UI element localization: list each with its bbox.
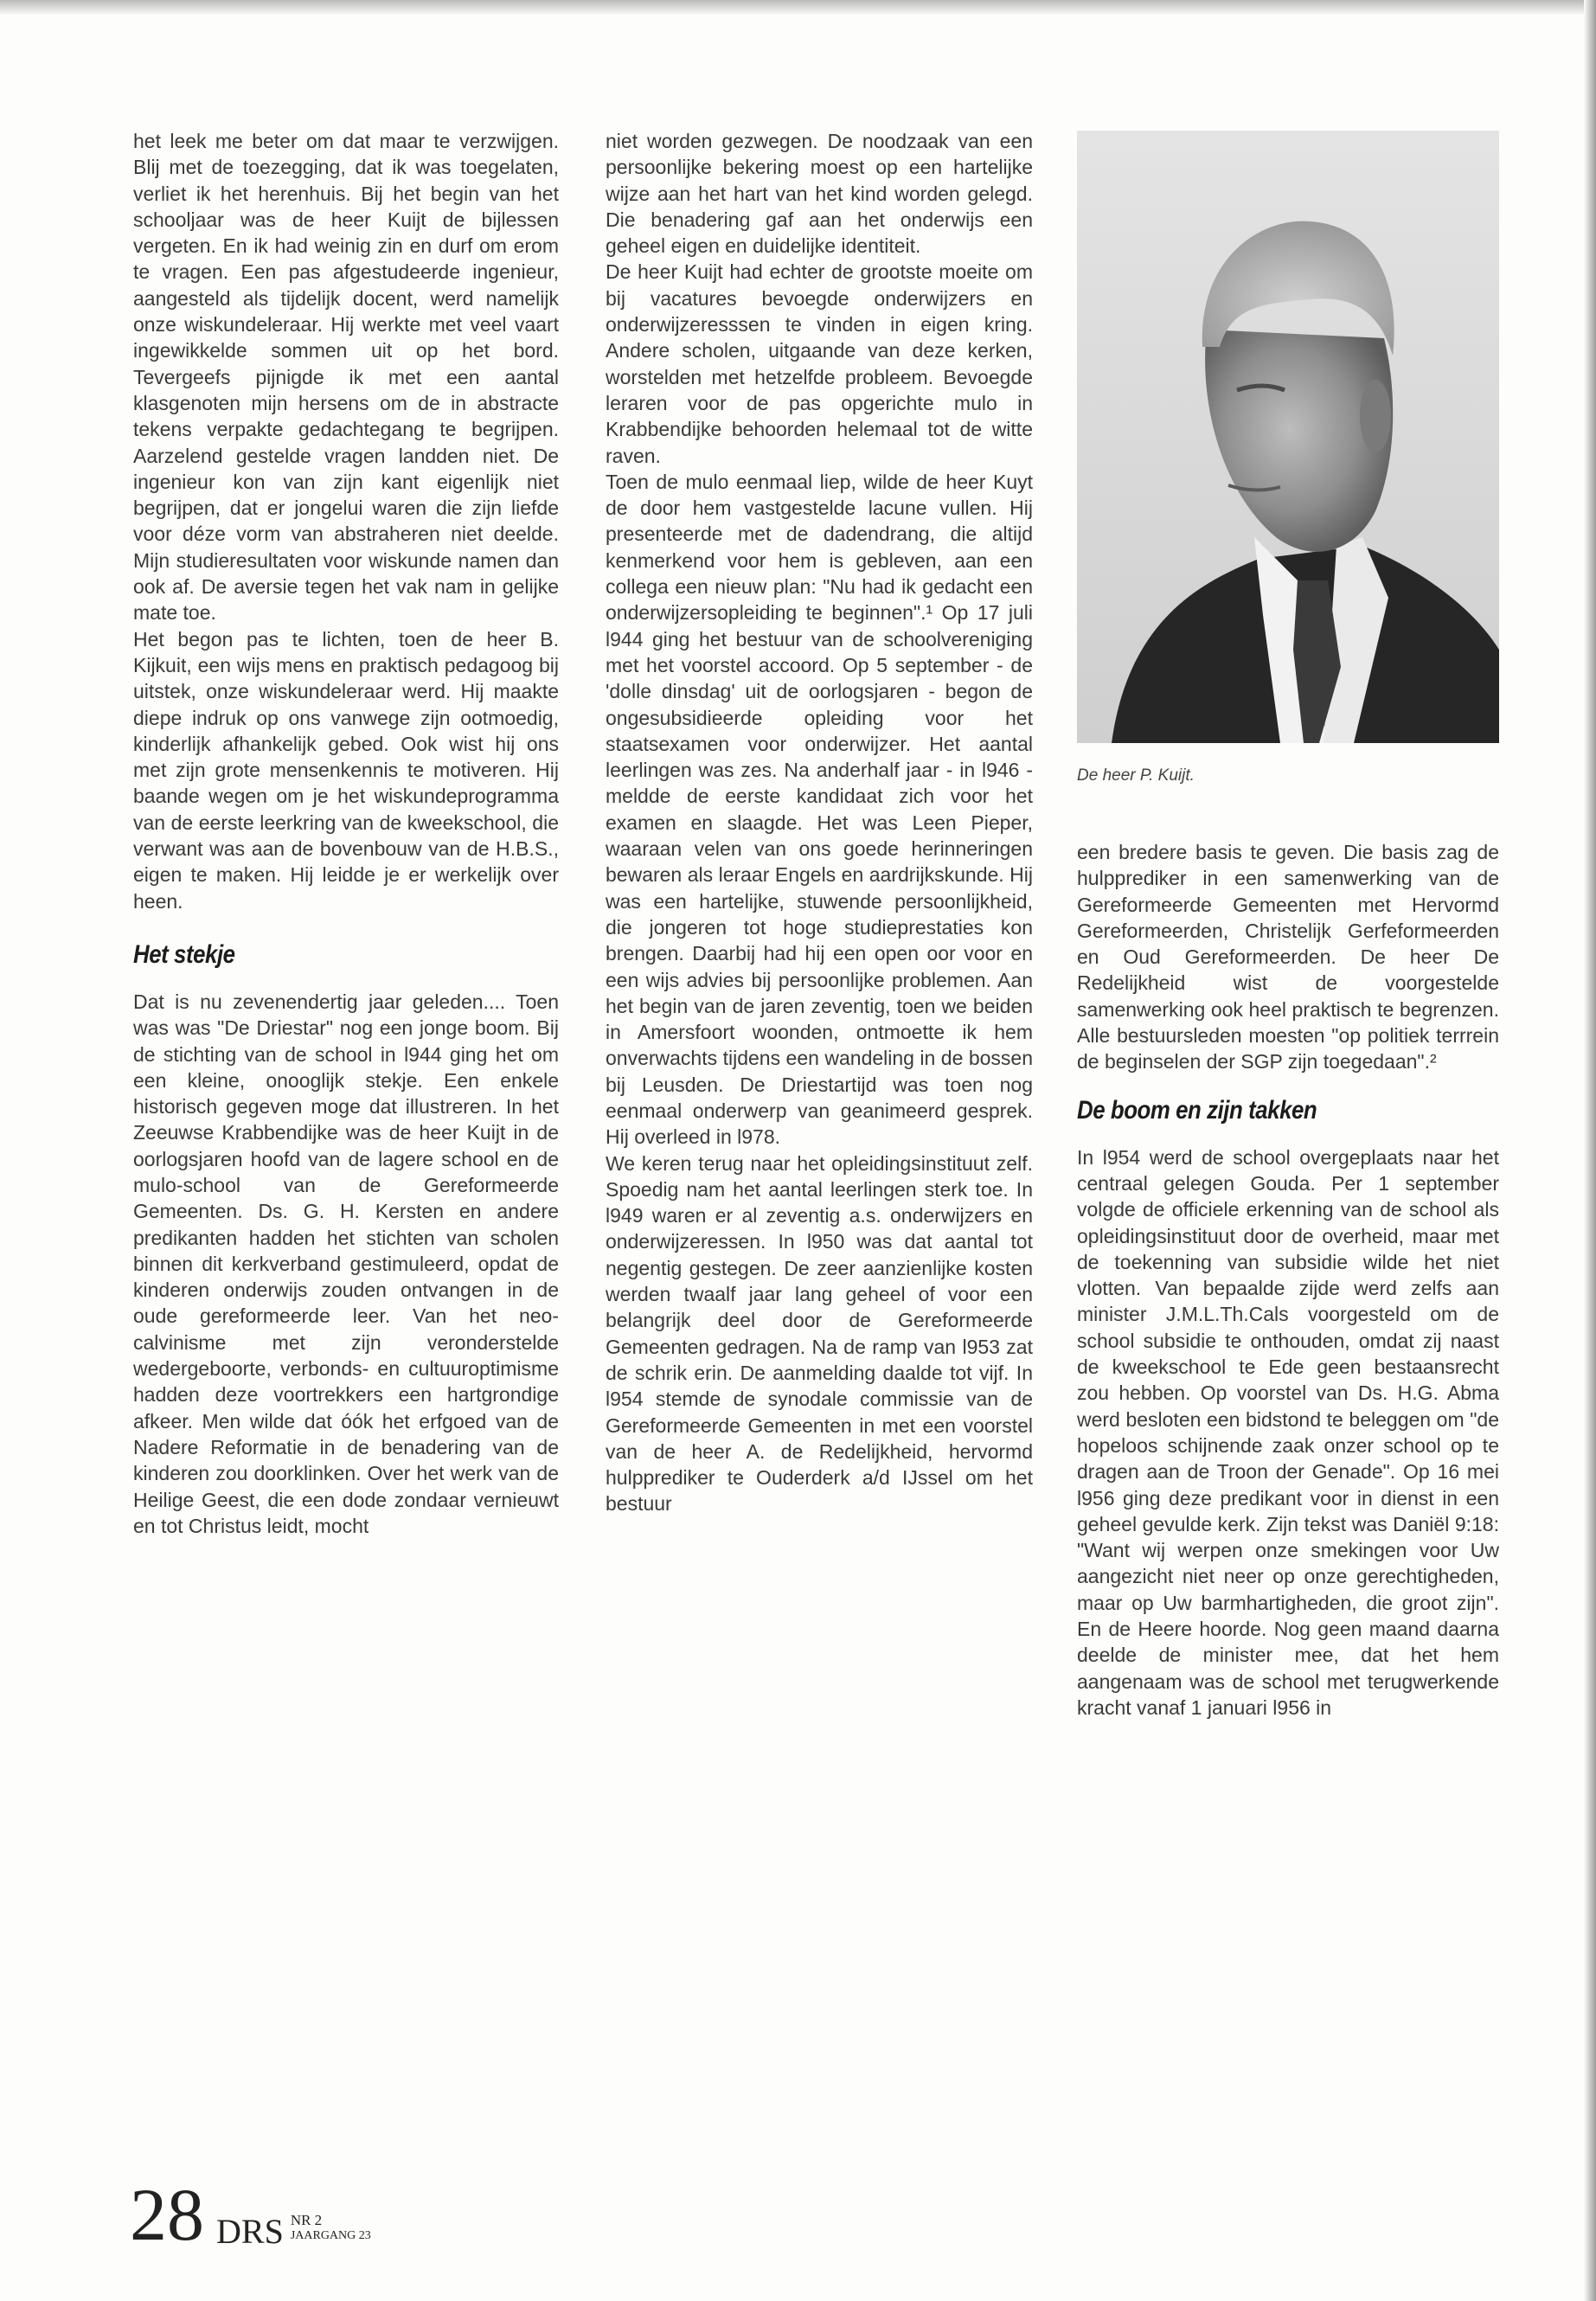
paragraph: Toen de mulo eenmaal liep, wilde de heer Kuyt de door hem vastgestelde lacune vullen. Hij presenteerde met de dadendrang, die altijd kenmerkend voor hem is gebleven, aan een collega een nieuw plan: "Nu had ik gedacht een onderwijzersopleiding te beginnen".¹ Op 17 juli l944 ging het bestuur van de schoolvereniging met het voorstel accoord. Op 5 september - de 'dolle dinsdag' uit de oorlogsjaren - begon de ongesubsidieerde opleiding voor het staatsexamen voor onderwijzer. Het aantal leerlingen was zes. Na anderhalf jaar - in l946 - meldde de eerste kandidaat zich voor het examen en slaagde. Het was Leen Pieper, waaraan velen van ons goede herinneringen bewaren als leraar Engels en aardrijkskunde. Hij was een hartelijke, stuwende persoonlijkheid, die jongeren tot hoge studieprestaties kon brengen. Daarbij had hij een open oor voor en een wijs advies bij persoonlijke problemen. Aan het begin van de jaren zeventig, toen we beiden in Amersfoort woonden, ontmoette ik hem onverwachts tijdens een wandeling in de bossen bij Leusden. De Driestartijd was toen nog eenmaal onderwerp van geanimeerd gesprek. Hij overleed in l978. (606, 470, 1033, 1149)
section-heading: Het stekje (133, 939, 235, 969)
portrait-photo (1077, 131, 1499, 743)
column-right (1077, 839, 1499, 1721)
volume-label: JAARGANG 23 (290, 2229, 371, 2242)
scan-edge-top (0, 0, 1596, 16)
photo-caption: De heer P. Kuijt. (1077, 766, 1195, 785)
paragraph: Dat is nu zevenendertig jaar geleden.... Toen was was "De Driestar" nog een jonge boom. Bij de stichting van de school in l944 ging het om een kleine, onooglijk stekje. Een enkele historisch gegeven moge dat illustreren. In het Zeeuwse Krabbendijke was de heer Kuijt in de oorlogsjaren hoofd van de lagere school en de mulo-school van de Gereformeerde Gemeenten. Ds. G. H. Kersten en andere predikanten hadden het stichten van scholen binnen dit kerkverband gestimuleerd, opdat de kinderen onderwijs zouden ontvangen in de oude gereformeerde leer. Van het neo-calvinisme met zijn veronderstelde wedergeboorte, verbonds- en cultuuroptimisme hadden deze voortrekkers een hartgrondige afkeer. Men wilde dat óók het erfgoed van de Nadere Reformatie in de benadering van de kinderen zou doorklinken. Over het werk van de Heilige Geest, die een dode zondaar vernieuwt en tot Christus leidt, mocht (133, 990, 559, 1537)
page-footer (130, 2173, 371, 2256)
paragraph: De heer Kuijt had echter de grootste moeite om bij vacatures bevoegde onderwijzers en onderwijzeresssen te vinden in eigen kring. Andere scholen, uitgaande van deze kerken, worstelden met hetzelfde probleem. Bevoegde leraren voor de pas opgerichte mulo in Krabbendijke behoorden helemaal tot de witte raven. (606, 260, 1033, 467)
magazine-name: DRS (216, 2212, 284, 2251)
column-left (133, 128, 559, 1539)
scan-edge-right (1584, 0, 1596, 2301)
paragraph: Het begon pas te lichten, toen de heer B. Kijkuit, een wijs mens en praktisch pedagoog bij uitstek, onze wiskundeleraar werd. Hij maakte diepe indruk op ons vanwege zijn ootmoedig, kinderlijk afhankelijk gebed. Ook wist hij ons met zijn grote mensenkennis te motiveren. Hij baande wegen om je het wiskundeprogramma van de eerste leerkring van de kweekschool, die verwant was aan de bovenbouw van de H.B.S., eigen te maken. Hij leidde je er werkelijk over heen. (133, 627, 559, 913)
paragraph: een bredere basis te geven. Die basis zag de hulpprediker in een samenwerking van de Gereformeerde Gemeenten met Hervormd Gereformeerden, Christelijk Gerfeformeerden en Oud Gereformeerden. De heer De Redelijkheid wist de voorgestelde samenwerking ook heel praktisch te begrenzen. Alle bestuursleden moesten "op politiek terrrein de beginselen der SGP zijn toegedaan".² (1077, 841, 1499, 1074)
section-heading: De boom en zijn takken (1077, 1095, 1317, 1125)
paragraph: In l954 werd de school overgeplaats naar het centraal gelegen Gouda. Per 1 september volgde de officiele erkenning van de school als opleidingsinstituut door de overheid, maar met de toekenning van subsidie wilde het niet vlotten. Van bepaalde zijde werd zelfs aan minister J.M.L.Th.Cals voorgesteld om de school subsidie te onthouden, omdat zij naast de kweekschool te Ede geen bestaansrecht zou hebben. Op voorstel van Ds. H.G. Abma werd besloten een bidstond te beleggen om "de hopeloos schijnende zaak onzer school op te dragen aan de Troon der Genade". Op 16 mei l956 ging deze predikant voor in dienst in een geheel gevulde kerk. Zijn tekst was Daniël 9:18: "Want wij werpen onze smekingen voor Uw aangezicht niet neer op onze gerechtigheden, maar op Uw barmhartigheden, die groot zijn". En de Heere hoorde. Nog geen maand daarna deelde de minister mee, dat het hem aangenaam was de school met terugwerkende kracht vanaf 1 januari l956 in (1077, 1145, 1499, 1719)
paragraph: niet worden gezwegen. De noodzaak van een persoonlijke bekering moest op een hartelijke wijze aan het hart van het kind worden gelegd. Die benadering gaf aan het onderwijs een geheel eigen en duidelijke identiteit. (606, 130, 1033, 258)
paragraph: het leek me beter om dat maar te verzwijgen. Blij met de toezegging, dat ik was toegelaten, verliet ik het herenhuis. Bij het begin van het schooljaar was de heer Kuijt de bijlessen vergeten. En ik had weinig zin en durf om erom te vragen. Een pas afgestudeerde ingenieur, aangesteld als tijdelijk docent, werd namelijk onze wiskundeleraar. Hij werkte met veel vaart ingewikkelde sommen uit op het bord. Tevergeefs pijnigde ik met een aantal klasgenoten mijn hersens om de in abstracte tekens verpakte gedachtegang te begrijpen. Aarzelend gestelde vragen landden niet. De ingenieur kon van zijn kant eigenlijk niet begrijpen, dat er jongelui waren die zijn liefde voor déze vorm van abstraheren niet deelde. Mijn studieresultaten voor wiskunde namen dan ook af. De aversie tegen het vak nam in gelijke mate toe. (133, 130, 559, 625)
paragraph: We keren terug naar het opleidingsinstituut zelf. Spoedig nam het aantal leerlingen sterk toe. In l949 waren er al zeventig a.s. onderwijzers en onderwijzeressen. In l950 was dat aantal tot negentig gestegen. De zeer aanzienlijke kosten werden twaalf jaar lang geheel of voor een belangrijk deel door de Gereformeerde Gemeenten gedragen. Na de ramp van l953 zat de schrik erin. De aanmelding daalde tot vijf. In l954 stemde de synodale commissie van de Gereformeerde Gemeenten in met een voorstel van de heer A. de Redelijkheid, hervormd hulpprediker te Ouderderk a/d IJssel om het bestuur (606, 1151, 1033, 1516)
column-middle (606, 128, 1033, 1517)
issue-info (291, 2213, 371, 2249)
issue-number: NR 2 (290, 2212, 323, 2228)
page-number: 28 (130, 2173, 204, 2256)
